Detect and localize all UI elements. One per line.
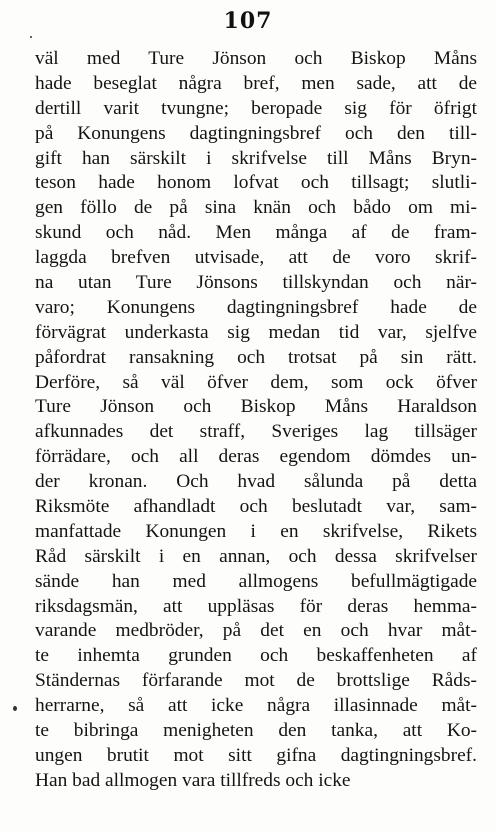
text-line: gift han särskilt i skrifvelse till Måns Bryn-: [35, 147, 477, 169]
text-line: te bibringa menigheten den tanka, att Ko-: [35, 720, 477, 742]
text-line: afkunnades det straff, Sveriges lag tillsäger: [35, 421, 477, 443]
text-line: skund och nåd. Men många af de fram-: [35, 222, 477, 244]
body-text: [35, 47, 477, 794]
text-line: riksdagsmän, att uppläsas för deras hemma-: [35, 595, 477, 617]
text-line: väl med Ture Jönson och Biskop Måns: [35, 48, 477, 69]
text-line: te inhemta grunden och beskaffenheten af: [35, 645, 477, 667]
page-number: 107: [223, 8, 273, 34]
text-line: Derföre, så väl öfver dem, som ock öfver: [35, 371, 477, 393]
text-line: varo; Konungens dagtingningsbref hade de: [35, 296, 477, 318]
text-line: dertill varit tvungne; beropade sig för öfrigt: [35, 97, 477, 119]
ink-speck: [13, 706, 17, 711]
text-line: na utan Ture Jönsons tillskyndan och när-: [35, 272, 477, 294]
text-line: der kronan. Och hvad sålunda på detta: [35, 471, 477, 493]
text-line: påfordrat ransakning och trotsat på sin rätt.: [35, 346, 477, 368]
ink-speck: [30, 36, 32, 38]
text-line: sände han med allmogens befullmägtigade: [35, 570, 477, 592]
text-line: teson hade honom lofvat och tillsagt; slutli-: [35, 172, 477, 194]
text-line: Riksmöte afhandladt och beslutadt var, sam-: [35, 496, 477, 518]
text-line: Ständernas förfarande mot de brottslige Råds-: [35, 670, 477, 692]
text-line: Råd särskilt i en annan, och dessa skrifvelser: [35, 545, 477, 567]
text-line: laggda brefven utvisade, att de voro skrif-: [35, 247, 477, 269]
text-line: Han bad allmogen vara tillfreds och icke: [35, 769, 351, 791]
text-line: varande medbröder, på det en och hvar måt-: [35, 620, 477, 642]
text-line: gen föllo de på sina knän och bådo om mi-: [35, 197, 477, 219]
text-line: ungen brutit mot sitt gifna dagtingningsbref.: [35, 744, 477, 766]
text-line: Ture Jönson och Biskop Måns Haraldson: [35, 396, 477, 418]
text-line: herrarne, så att icke några illasinnade måt-: [35, 695, 477, 717]
text-line: på Konungens dagtingningsbref och den till-: [35, 122, 477, 144]
text-line: förvägrat underkasta sig medan tid var, sjelfve: [35, 321, 477, 343]
text-line: manfattade Konungen i en skrifvelse, Rikets: [35, 520, 477, 542]
text-line: förrädare, och all deras egendom dömdes un-: [35, 446, 477, 468]
text-line: hade beseglat några bref, men sade, att de: [35, 72, 477, 94]
